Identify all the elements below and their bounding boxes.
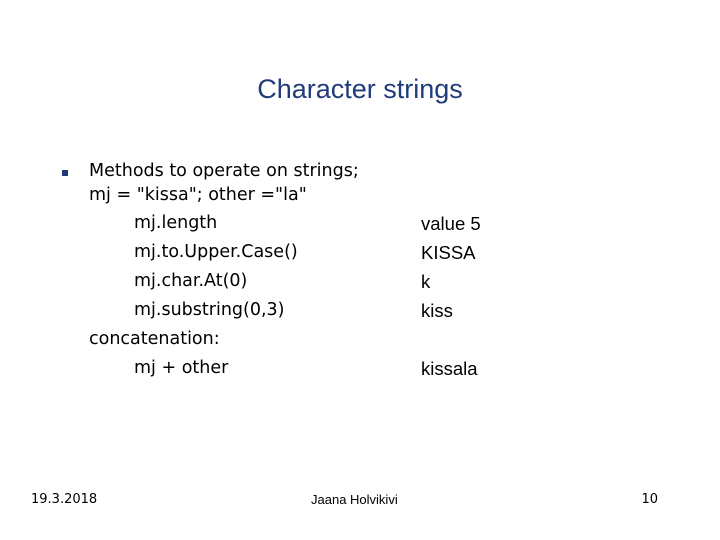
bullet-text-line-1: Methods to operate on strings;: [89, 161, 359, 181]
result-char-at: k: [421, 271, 431, 292]
footer-date: 19.3.2018: [31, 492, 98, 507]
bullet-square-icon: [62, 170, 68, 176]
bullet-text-line-2: mj = "kissa"; other ="la": [89, 185, 307, 205]
result-to-upper-case: KISSA: [421, 242, 476, 263]
expression-length: mj.length: [134, 213, 218, 233]
result-length: value 5: [421, 213, 481, 234]
footer-page-number: 10: [641, 492, 658, 507]
result-substring: kiss: [421, 300, 453, 321]
slide-title: Character strings: [257, 74, 463, 104]
expression-char-at: mj.char.At(0): [134, 271, 248, 291]
expression-concatenation: mj + other: [134, 358, 229, 378]
footer-author: Jaana Holvikivi: [311, 492, 398, 507]
expression-substring: mj.substring(0,3): [134, 300, 285, 320]
result-concatenation: kissala: [421, 358, 478, 379]
concatenation-label: concatenation:: [89, 329, 220, 349]
expression-to-upper-case: mj.to.Upper.Case(): [134, 242, 298, 262]
